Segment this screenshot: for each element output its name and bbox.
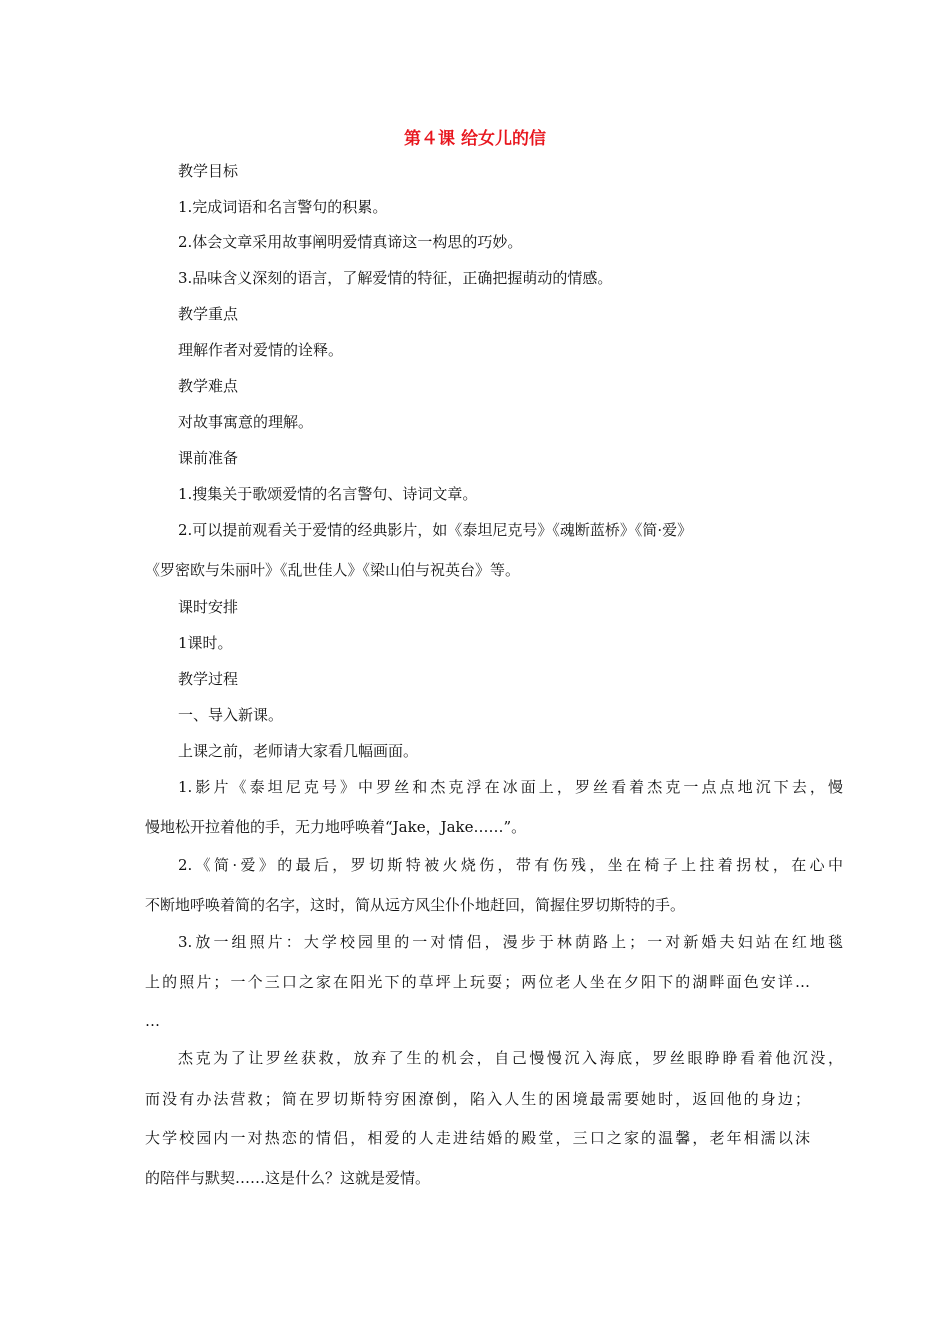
heading-schedule: 课时安排 bbox=[178, 598, 239, 616]
scene-3-line-2: 上的照片；一个三口之家在阳光下的草坪上玩耍；两位老人坐在夕阳下的湖畔面色安详… bbox=[145, 973, 810, 991]
goal-item-2: 2.体会文章采用故事阐明爱情真谛这一构思的巧妙。 bbox=[178, 233, 523, 251]
preparation-item-1: 1.搜集关于歌颂爱情的名言警句、诗词文章。 bbox=[178, 485, 478, 503]
schedule-text: 1课时。 bbox=[178, 634, 233, 652]
heading-difficulties: 教学难点 bbox=[178, 377, 239, 395]
goal-item-1: 1.完成词语和名言警句的积累。 bbox=[178, 198, 388, 216]
summary-line-3: 大学校园内一对热恋的情侣，相爱的人走进结婚的殿堂，三口之家的温馨，老年相濡以沫 bbox=[145, 1129, 810, 1147]
summary-line-2: 而没有办法营救；简在罗切斯特穷困潦倒，陷入人生的困境最需要她时，返回他的身边； bbox=[145, 1090, 810, 1108]
scene-2-line-2: 不断地呼唤着简的名字，这时，简从远方风尘仆仆地赶回，简握住罗切斯特的手。 bbox=[145, 896, 686, 914]
heading-key-points: 教学重点 bbox=[178, 305, 239, 323]
difficulty-text: 对故事寓意的理解。 bbox=[178, 413, 314, 431]
scene-3-line-3: … bbox=[145, 1012, 160, 1030]
summary-line-4: 的陪伴与默契……这是什么？这就是爱情。 bbox=[145, 1169, 431, 1187]
preparation-item-2-cont: 《罗密欧与朱丽叶》《乱世佳人》《梁山伯与祝英台》等。 bbox=[145, 561, 521, 579]
scene-3-line-1: 3.放一组照片：大学校园里的一对情侣，漫步于林荫路上；一对新婚夫妇站在红地毯 bbox=[178, 933, 843, 951]
scene-2-line-1: 2.《简·爱》的最后，罗切斯特被火烧伤，带有伤残，坐在椅子上拄着拐杖，在心中 bbox=[178, 856, 843, 874]
heading-preparation: 课前准备 bbox=[178, 449, 239, 467]
heading-process: 教学过程 bbox=[178, 670, 239, 688]
summary-line-1: 杰克为了让罗丝获救，放弃了生的机会，自己慢慢沉入海底，罗丝眼睁睁看着他沉没， bbox=[178, 1049, 843, 1067]
process-step-1: 一、导入新课。 bbox=[178, 706, 284, 724]
scene-1-line-2: 慢地松开拉着他的手，无力地呼唤着“Jake，Jake……”。 bbox=[145, 818, 527, 836]
goal-item-3: 3.品味含义深刻的语言，了解爱情的特征，正确把握萌动的情感。 bbox=[178, 269, 613, 287]
scene-1-line-1: 1.影片《泰坦尼克号》中罗丝和杰克浮在冰面上，罗丝看着杰克一点点地沉下去，慢 bbox=[178, 778, 843, 796]
heading-teaching-goals: 教学目标 bbox=[178, 162, 239, 180]
key-point-text: 理解作者对爱情的诠释。 bbox=[178, 341, 344, 359]
preparation-item-2: 2.可以提前观看关于爱情的经典影片，如《泰坦尼克号》《魂断蓝桥》《简·爱》 bbox=[178, 521, 693, 539]
lesson-title: 第４课 给女儿的信 bbox=[404, 129, 546, 149]
intro-text: 上课之前，老师请大家看几幅画面。 bbox=[178, 742, 419, 760]
